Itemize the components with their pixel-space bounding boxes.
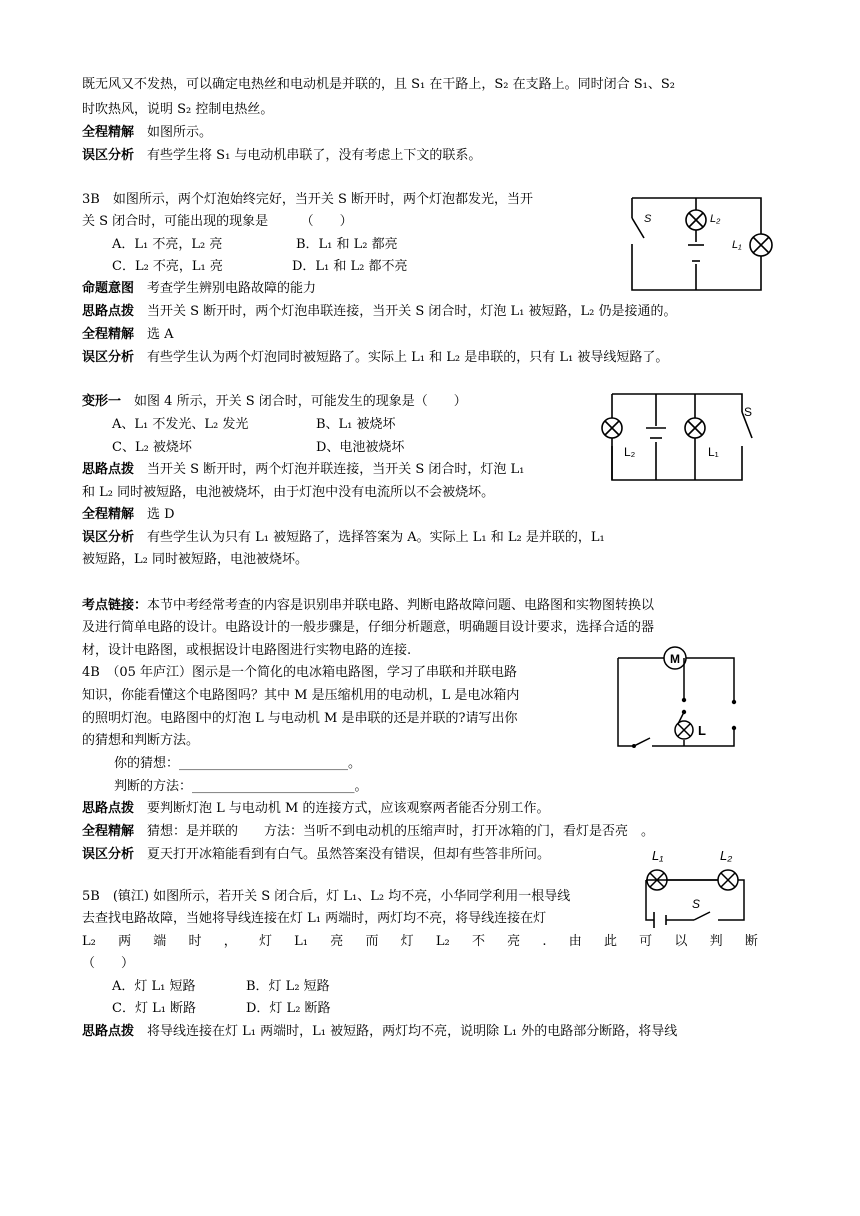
intro-mistake	[82, 147, 481, 165]
q5b-line-3-word: 灯	[400, 934, 414, 949]
q5b-line-3-word: L₂	[82, 934, 96, 949]
q3b-circuit-diagram	[616, 190, 780, 300]
q3b-line-1: 3B 如图所示，两个灯泡始终完好，当开关 S 断开时，两个灯泡都发光，当开	[82, 192, 533, 207]
q5b-line-1: 5B (镇江) 如图所示，若开关 S 闭合后，灯 L₁、L₂ 均不亮，小华同学利用一根导线	[82, 889, 571, 904]
var1-hint-1	[82, 461, 524, 479]
label: 误区分析	[82, 847, 135, 862]
q4b-hint	[82, 800, 550, 818]
link-line-3: 材，设计电路图，或根据设计电路图进行实物电路的连接.	[82, 643, 412, 658]
q5b-option-d: D．灯 L₂ 断路	[246, 1001, 331, 1016]
switch-label: S	[692, 897, 701, 911]
link-line-2: 及进行简单电路的设计。电路设计的一般步骤是，仔细分析题意，明确题目设计要求，选择合适的器	[82, 620, 655, 635]
label: 全程精解	[82, 327, 135, 342]
q5b-line-3-word: 端	[153, 934, 167, 949]
q5b-circuit-diagram	[632, 840, 752, 930]
intro-line-1: 既无风又不发热，可以确定电热丝和电动机是并联的，且 S₁ 在干路上，S₂ 在支路上。同时闭合 S₁、S₂	[82, 77, 675, 92]
switch-label: S	[644, 213, 652, 225]
q5b-line-3-word: 不	[471, 934, 485, 949]
q4b-guess-field: 你的猜想：__________________________。	[114, 756, 362, 771]
q3b-option-b: B．L₁ 和 L₂ 都亮	[296, 237, 398, 252]
q5b-line-4: （ ）	[82, 956, 135, 971]
lamp-l2-label: L₂	[720, 848, 733, 863]
text: 夏天打开冰箱能看到有白气。虽然答案没有错误，但却有些答非所问。	[147, 847, 551, 862]
lamp-l1-label: L₁	[708, 445, 719, 459]
intro-line-2: 时吹热风，说明 S₂ 控制电热丝。	[82, 102, 274, 117]
var1-option-b: B、L₁ 被烧坏	[316, 417, 396, 432]
label: 思路点拨	[82, 801, 135, 816]
text: 考查学生辨别电路故障的能力	[147, 281, 317, 296]
lamp-l2-label: L₂	[710, 213, 721, 225]
q5b-line-3-word: 而	[365, 934, 379, 949]
var1-hint-2: 和 L₂ 同时被短路，电池被烧坏，由于灯泡中没有电流所以不会被烧坏。	[82, 485, 495, 500]
q5b-line-3-word: 两	[118, 934, 132, 949]
q5b-line-3-word: ，	[223, 934, 237, 949]
q5b-line-3-word: .	[542, 934, 547, 949]
var1-line-1	[82, 393, 467, 411]
var1-mistake-2: 被短路，L₂ 同时被短路，电池被烧坏。	[82, 552, 308, 567]
text: 将导线连接在灯 L₁ 两端时，L₁ 被短路，两灯均不亮，说明除 L₁ 外的电路部分断路，将导线	[147, 1024, 678, 1039]
var1-circuit-diagram	[596, 390, 770, 490]
label: 误区分析	[82, 350, 135, 365]
q5b-line-3-word: 可	[639, 934, 653, 949]
q5b-line-3-word: L₂	[435, 934, 450, 949]
q3b-intent	[82, 280, 316, 298]
q5b-line-3-word: 亮	[507, 934, 521, 949]
q3b-option-a: A．L₁ 不亮，L₂ 亮	[112, 237, 223, 252]
q3b-hint	[82, 303, 676, 321]
lamp-label: L	[698, 723, 706, 738]
var1-option-a: A、L₁ 不发光、L₂ 发光	[112, 417, 249, 432]
lamp-l1-label: L₁	[732, 239, 742, 251]
text: 有些学生认为只有 L₁ 被短路了，选择答案为 A。实际上 L₁ 和 L₂ 是并联的，L₁	[147, 530, 605, 545]
var1-option-c: C、L₂ 被烧坏	[112, 440, 192, 455]
label: 全程精解	[82, 824, 135, 839]
q5b-line-3	[82, 933, 758, 951]
q4b-line-2: 知识，你能看懂这个电路图吗？其中 M 是压缩机用的电动机，L 是电冰箱内	[82, 688, 520, 703]
lamp-l2-label: L₂	[624, 445, 636, 459]
q5b-line-3-word: 断	[744, 934, 758, 949]
label: 误区分析	[82, 530, 135, 545]
text: 本节中考经常考查的内容是识别串并联电路、判断电路故障问题、电路图和实物图转换以	[147, 598, 655, 613]
label: 考点链接：	[82, 598, 148, 613]
text: 有些学生认为两个灯泡同时被短路了。实际上 L₁ 和 L₂ 是串联的，只有 L₁ 被导线短路了。	[147, 350, 669, 365]
q4b-circuit-diagram	[606, 642, 746, 754]
text: 当开关 S 断开时，两个灯泡串联连接，当开关 S 闭合时，灯泡 L₁ 被短路，L₂ 仍是接通的。	[147, 304, 677, 319]
switch-label: S	[744, 405, 753, 419]
q3b-line-2: 关 S 闭合时，可能出现的现象是 （ ）	[82, 214, 353, 229]
text: 有些学生将 S₁ 与电动机串联了，没有考虑上下文的联系。	[147, 148, 482, 163]
text: 如图所示。	[147, 125, 213, 140]
text: 选 D	[147, 507, 175, 522]
q5b-line-3-word: 亮	[330, 934, 344, 949]
var1-option-d: D、电池被烧坏	[316, 440, 405, 455]
label: 思路点拨	[82, 1024, 135, 1039]
q4b-mistake	[82, 846, 550, 864]
text: 当开关 S 断开时，两个灯泡并联连接，当开关 S 闭合时，灯泡 L₁	[147, 462, 525, 477]
q3b-option-c: C．L₂ 不亮，L₁ 亮	[112, 259, 223, 274]
text: 猜想：是并联的 方法：当听不到电动机的压缩声时，打开冰箱的门，看灯是否亮 。	[147, 824, 655, 839]
q4b-answer	[82, 823, 654, 841]
lamp-l1-label: L₁	[652, 848, 664, 863]
label: 全程精解	[82, 125, 135, 140]
q4b-line-4: 的猜想和判断方法。	[82, 733, 200, 748]
motor-label: M	[670, 652, 680, 666]
q5b-line-3-word: 以	[674, 934, 688, 949]
q5b-line-3-word: 由	[568, 934, 582, 949]
var1-mistake-1	[82, 529, 605, 547]
q4b-line-1: 4B （05 年庐江）图示是一个简化的电冰箱电路图，学习了串联和并联电路	[82, 665, 517, 680]
label: 思路点拨	[82, 304, 135, 319]
q3b-mistake	[82, 349, 668, 367]
q5b-line-3-word: 判	[709, 934, 723, 949]
q5b-line-3-word: 时	[188, 934, 202, 949]
text: 要判断灯泡 L 与电动机 M 的连接方式，应该观察两者能否分别工作。	[147, 801, 550, 816]
link-line-1	[82, 597, 654, 615]
label: 全程精解	[82, 507, 135, 522]
q4b-method-field: 判断的方法：_________________________。	[114, 779, 368, 794]
intro-answer	[82, 124, 212, 142]
var1-answer	[82, 506, 175, 524]
q5b-line-3-word: 灯	[258, 934, 272, 949]
label: 命题意图	[82, 281, 135, 296]
q3b-answer	[82, 326, 174, 344]
q5b-line-2: 去查找电路故障，当她将导线连接在灯 L₁ 两端时，两灯均不亮，将导线连接在灯	[82, 911, 547, 926]
q5b-line-3-word: 此	[603, 934, 617, 949]
label: 误区分析	[82, 148, 135, 163]
text: 如图 4 所示，开关 S 闭合时，可能发生的现象是（ ）	[134, 394, 467, 409]
q5b-option-c: C．灯 L₁ 断路	[112, 1001, 197, 1016]
q5b-option-a: A．灯 L₁ 短路	[112, 979, 196, 994]
label: 思路点拨	[82, 462, 135, 477]
q3b-option-d: D．L₁ 和 L₂ 都不亮	[292, 259, 408, 274]
q5b-line-3-word: L₁	[294, 934, 309, 949]
q5b-option-b: B．灯 L₂ 短路	[246, 979, 330, 994]
q4b-line-3: 的照明灯泡。电路图中的灯泡 L 与电动机 M 是串联的还是并联的?请写出你	[82, 711, 518, 726]
text: 选 A	[147, 327, 174, 342]
q5b-hint	[82, 1023, 677, 1041]
label: 变形一	[82, 394, 122, 409]
